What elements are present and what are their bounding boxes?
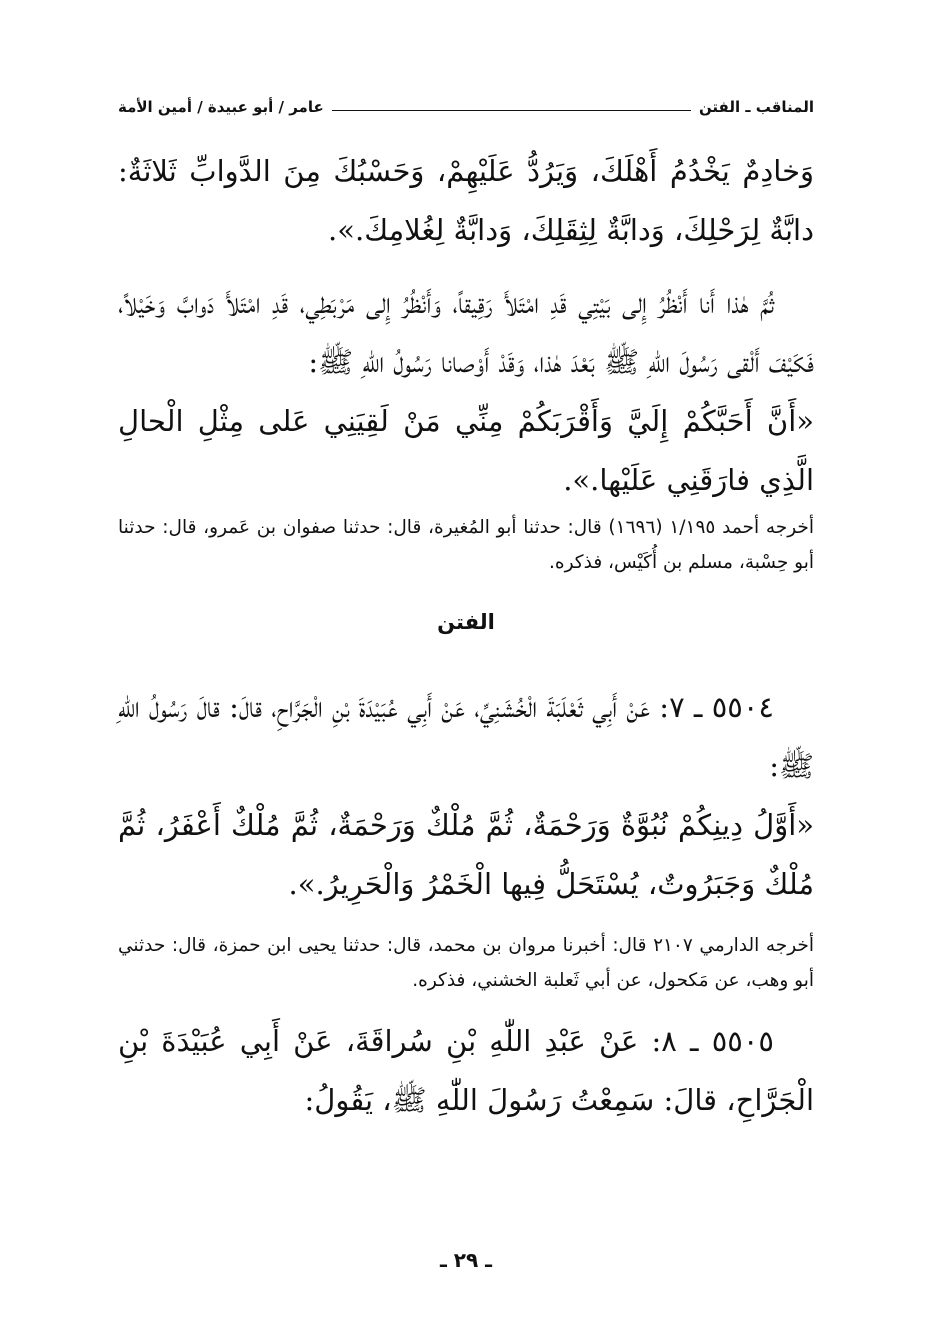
page-number: ـ ٢٩ ـ bbox=[439, 1248, 493, 1272]
header-title: عامر / أبو عبيدة / أمين الأمة bbox=[118, 98, 324, 116]
source-note: أخرجه الدارمي ٢١٠٧ قال: أخبرنا مروان بن محمد، قال: حدثنا يحيى ابن حمزة، قال: حدثني أبو وهب، عن مَكحول، عن أبي ثَعلبة الخشني، فذكره. bbox=[118, 935, 814, 991]
hadith-text: ٥٥٠٤ ـ ٧: عَنْ أَبِي ثَعْلَبَةَ الْخُشَنِيِّ، عَنْ أَبِي عُبَيْدَةَ بْنِ الْجَرَّاحِ، قالَ: قالَ رَسُولُ اللّٰهِ ﷺ: bbox=[118, 690, 814, 783]
hadith-text: ٥٥٠٥ ـ ٨: عَنْ عَبْدِ اللّٰهِ بْنِ سُراقَةَ، عَنْ أَبِي عُبَيْدَةَ بْنِ الْجَرَّاحِ، قالَ: سَمِعْتُ رَسُولَ اللّٰهِ ﷺ، يَقُولُ: bbox=[118, 1024, 814, 1117]
section-heading: الفتن bbox=[437, 610, 495, 634]
hadith-quote: «أَوَّلُ دِينِكُمْ نُبُوَّةٌ وَرَحْمَةٌ، ثُمَّ مُلْكٌ وَرَحْمَةٌ، ثُمَّ مُلْكٌ أَعْفَرُ، ثُمَّ مُلْكٌ وَجَبَرُوتٌ، يُسْتَحَلُّ فِيها الْخَمْرُ وَالْحَرِيرُ.». bbox=[118, 808, 814, 901]
header-chapter: المناقب ـ الفتن bbox=[698, 98, 814, 116]
hadith-quote: «أَنَّ أَحَبَّكُمْ إِلَيَّ وَأَقْرَبَكُمْ مِنِّي مَنْ لَقِيَنِي عَلى مِثْلِ الْحالِ الَّذِي فارَقَنِي عَلَيْها.». bbox=[118, 404, 814, 497]
hadith-text: وَخادِمٌ يَخْدُمُ أَهْلَكَ، وَيَرُدُّ عَلَيْهِمْ، وَحَسْبُكَ مِنَ الدَّوابِّ ثَلاثَةٌ: دابَّةٌ لِرَحْلِكَ، وَدابَّةٌ لِثِقَلِكَ، وَدابَّةٌ لِغُلامِكَ.». bbox=[118, 154, 814, 247]
hadith-text: ثُمَّ هٰذا أَنا أَنْظُرُ إِلى بَيْتِي قَدِ امْتَلأَ رَقِيقاً، وَأَنْظُرُ إِلى مَرْبَطِي، قَدِ امْتَلأَ دَوابَّ وَخَيْلاً، فَكَيْفَ أَلْقى رَسُولَ اللّٰهِ ﷺ بَعْدَ هٰذا، وَقَدْ أَوْصانا رَسُولُ اللّٰهِ ﷺ: bbox=[118, 286, 814, 379]
source-note: أخرجه أحمد ١/١٩٥ (١٦٩٦) قال: حدثنا أبو المُغيرة، قال: حدثنا صفوان بن عَمرو، قال: حدثنا أبو حِسْبة، مسلم بن أُكَيْس، فذكره. bbox=[118, 517, 814, 573]
page-body bbox=[118, 142, 814, 1130]
header-rule bbox=[332, 110, 691, 111]
running-header bbox=[118, 92, 814, 122]
